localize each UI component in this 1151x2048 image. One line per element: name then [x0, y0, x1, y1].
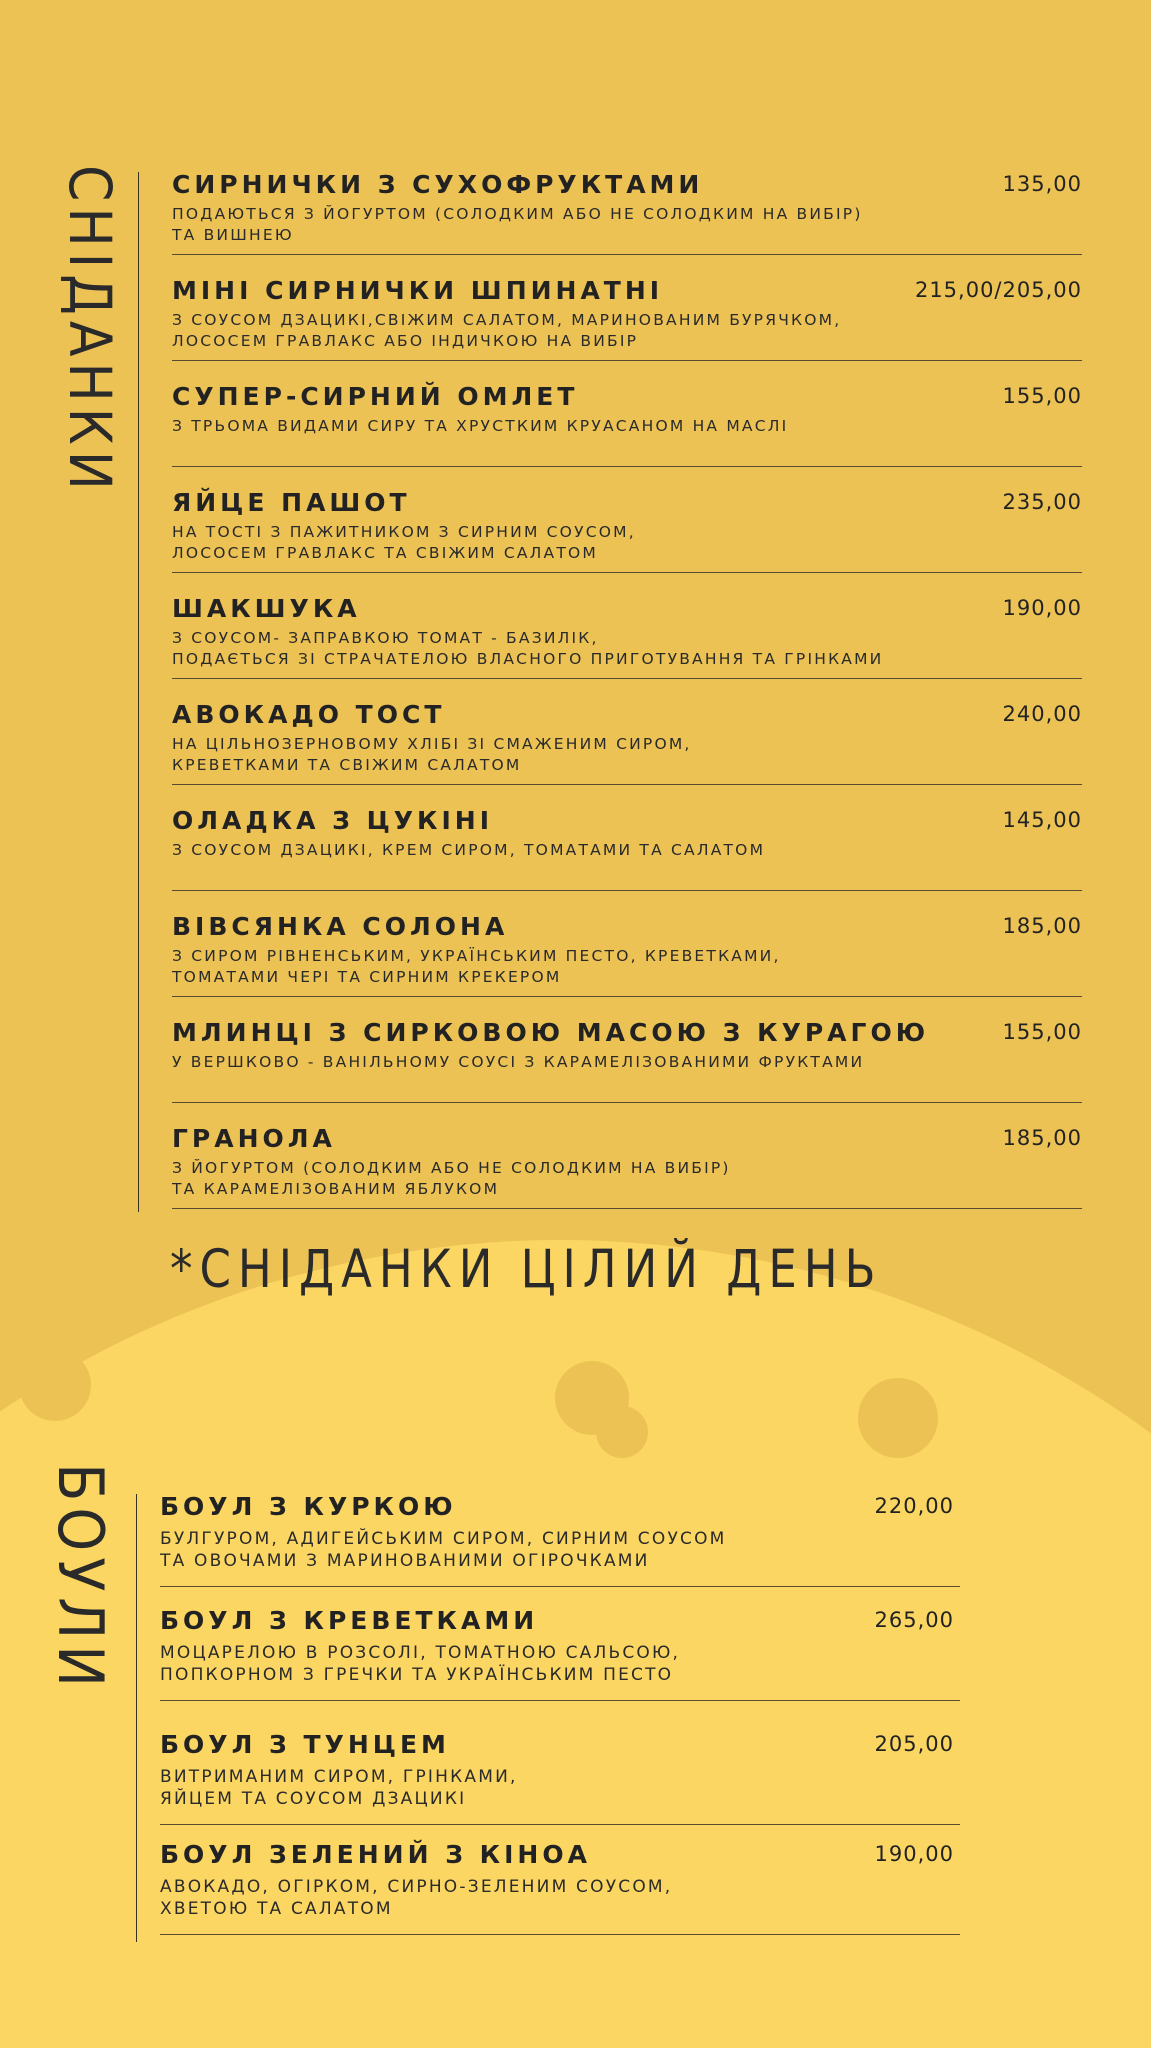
menu-item	[172, 488, 1082, 573]
menu-item	[172, 382, 1082, 467]
item-name: БОУЛ З КУРКОЮ	[160, 1492, 457, 1521]
bowls-section-title: БОУЛИ	[44, 1463, 117, 1693]
menu-item	[160, 1730, 960, 1825]
item-price: 155,00	[1002, 1020, 1082, 1044]
breakfast-all-day-note: *СНІДАНКИ ЦІЛИЙ ДЕНЬ	[170, 1238, 883, 1300]
item-description: З СОУСОМ ДЗАЦИКІ, КРЕМ СИРОМ, ТОМАТАМИ ТА САЛАТОМ	[172, 841, 766, 859]
item-description: НА ЦІЛЬНОЗЕРНОВОМУ ХЛІБІ ЗІ СМАЖЕНИМ СИРОМ, КРЕВЕТКАМИ ТА СВІЖИМ САЛАТОМ	[172, 735, 692, 774]
menu-item	[172, 806, 1082, 891]
breakfast-divider-line	[138, 172, 139, 1212]
item-name: АВОКАДО ТОСТ	[172, 700, 446, 729]
item-name: ОЛАДКА З ЦУКІНІ	[172, 806, 494, 835]
item-description: БУЛГУРОМ, АДИГЕЙСЬКИМ СИРОМ, СИРНИМ СОУСОМ ТА ОВОЧАМИ З МАРИНОВАНИМИ ОГІРОЧКАМИ	[160, 1529, 727, 1571]
item-description: З СОУСОМ- ЗАПРАВКОЮ ТОМАТ - БАЗИЛІК, ПОДАЄТЬСЯ ЗІ СТРАЧАТЕЛОЮ ВЛАСНОГО ПРИГОТУВАННЯ ТА ГРІНКАМИ	[172, 629, 884, 668]
menu-item	[160, 1492, 960, 1587]
item-price: 190,00	[1002, 596, 1082, 620]
item-price: 265,00	[874, 1608, 954, 1632]
item-description: З ТРЬОМА ВИДАМИ СИРУ ТА ХРУСТКИМ КРУАСАНОМ НА МАСЛІ	[172, 417, 789, 435]
menu-item	[172, 170, 1082, 255]
menu-item	[172, 1018, 1082, 1103]
item-price: 205,00	[874, 1732, 954, 1756]
menu-item	[160, 1840, 960, 1935]
item-description: МОЦАРЕЛОЮ В РОЗСОЛІ, ТОМАТНОЮ САЛЬСОЮ, ПОПКОРНОМ З ГРЕЧКИ ТА УКРАЇНСЬКИМ ПЕСТО	[160, 1643, 681, 1685]
item-name: ШАКШУКА	[172, 594, 361, 623]
item-name: МІНІ СИРНИЧКИ ШПИНАТНІ	[172, 276, 664, 305]
cheese-hole	[19, 1349, 91, 1421]
breakfast-menu	[172, 170, 1082, 1215]
item-price: 220,00	[874, 1494, 954, 1518]
item-description: АВОКАДО, ОГІРКОМ, СИРНО-ЗЕЛЕНИМ СОУСОМ, ХВЕТОЮ ТА САЛАТОМ	[160, 1877, 673, 1919]
item-price: 135,00	[1002, 172, 1082, 196]
bowls-menu	[160, 1492, 960, 1942]
item-price: 185,00	[1002, 914, 1082, 938]
cheese-hole	[596, 1406, 648, 1458]
menu-item	[172, 594, 1082, 679]
item-description: З СИРОМ РІВНЕНСЬКИМ, УКРАЇНСЬКИМ ПЕСТО, КРЕВЕТКАМИ, ТОМАТАМИ ЧЕРІ ТА СИРНИМ КРЕКЕРОМ	[172, 947, 781, 986]
menu-item	[160, 1606, 960, 1701]
item-name: БОУЛ З ТУНЦЕМ	[160, 1730, 450, 1759]
item-price: 145,00	[1002, 808, 1082, 832]
item-price: 190,00	[874, 1842, 954, 1866]
item-description: З СОУСОМ ДЗАЦИКІ,СВІЖИМ САЛАТОМ, МАРИНОВАНИМ БУРЯЧКОМ, ЛОСОСЕМ ГРАВЛАКС АБО ІНДИЧКОЮ НА ВИБІР	[172, 311, 842, 350]
item-price: 240,00	[1002, 702, 1082, 726]
cheese-hole	[858, 1378, 938, 1458]
item-description: З ЙОГУРТОМ (СОЛОДКИМ АБО НЕ СОЛОДКИМ НА ВИБІР) ТА КАРАМЕЛІЗОВАНИМ ЯБЛУКОМ	[172, 1159, 731, 1198]
item-name: ВІВСЯНКА СОЛОНА	[172, 912, 509, 941]
item-price: 155,00	[1002, 384, 1082, 408]
breakfast-section-title: СНІДАНКИ	[56, 165, 124, 496]
item-description: У ВЕРШКОВО - ВАНІЛЬНОМУ СОУСІ З КАРАМЕЛІЗОВАНИМИ ФРУКТАМИ	[172, 1053, 865, 1071]
item-price: 215,00/205,00	[914, 278, 1082, 302]
menu-item	[172, 912, 1082, 997]
item-name: БОУЛ З КРЕВЕТКАМИ	[160, 1606, 539, 1635]
item-price: 185,00	[1002, 1126, 1082, 1150]
item-price: 235,00	[1002, 490, 1082, 514]
item-name: МЛИНЦІ З СИРКОВОЮ МАСОЮ З КУРАГОЮ	[172, 1018, 930, 1047]
menu-item	[172, 700, 1082, 785]
item-description: НА ТОСТІ З ПАЖИТНИКОМ З СИРНИМ СОУСОМ, ЛОСОСЕМ ГРАВЛАКС ТА СВІЖИМ САЛАТОМ	[172, 523, 636, 562]
item-name: СИРНИЧКИ З СУХОФРУКТАМИ	[172, 170, 704, 199]
bowls-divider-line	[136, 1494, 137, 1942]
menu-item	[172, 276, 1082, 361]
item-name: БОУЛ ЗЕЛЕНИЙ З КІНОА	[160, 1840, 591, 1869]
item-description: ПОДАЮТЬСЯ З ЙОГУРТОМ (СОЛОДКИМ АБО НЕ СОЛОДКИМ НА ВИБІР) ТА ВИШНЕЮ	[172, 205, 863, 244]
item-description: ВИТРИМАНИМ СИРОМ, ГРІНКАМИ, ЯЙЦЕМ ТА СОУСОМ ДЗАЦИКІ	[160, 1767, 518, 1809]
item-name: ЯЙЦЕ ПАШОТ	[172, 488, 411, 517]
item-name: СУПЕР-СИРНИЙ ОМЛЕТ	[172, 382, 579, 411]
item-name: ГРАНОЛА	[172, 1124, 336, 1153]
menu-item	[172, 1124, 1082, 1209]
